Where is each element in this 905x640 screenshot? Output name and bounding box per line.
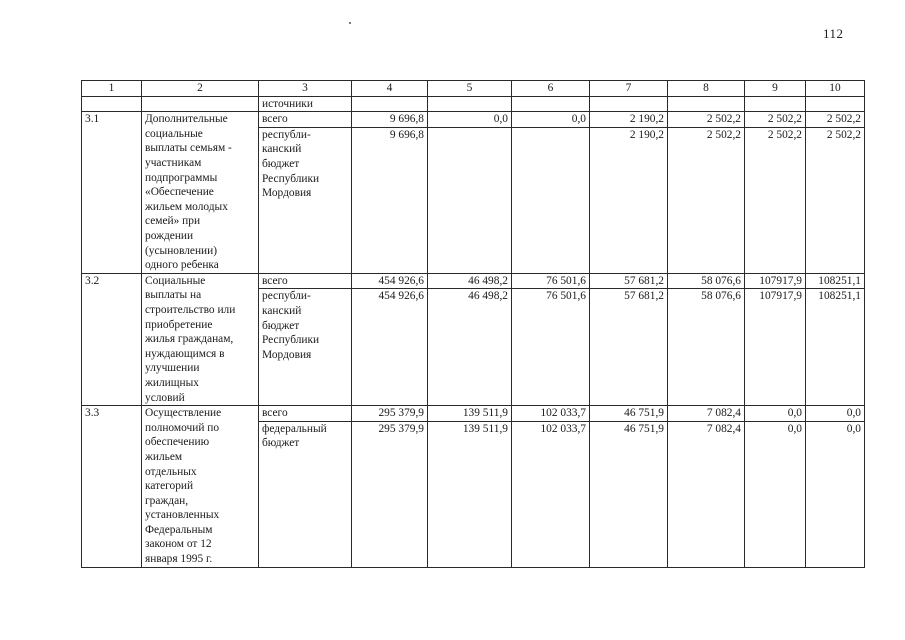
column-number: 4 — [352, 81, 428, 97]
value-cell: 7 082,4 — [668, 421, 745, 567]
row-name-line: установленных — [145, 509, 220, 522]
row-name-line: (усыновлении) — [145, 244, 218, 257]
row-name-line: граждан, — [145, 494, 189, 507]
row-name-line: рождении — [145, 229, 194, 242]
empty-cell — [428, 96, 512, 112]
source-label-line: всего — [262, 407, 288, 420]
row-name-line: полномочий по — [145, 421, 220, 434]
row-name-line: «Обеспечение — [145, 186, 214, 199]
column-number: 8 — [668, 81, 745, 97]
value-cell: 2 502,2 — [668, 127, 745, 273]
empty-cell — [668, 96, 745, 112]
empty-cell — [82, 96, 142, 112]
row-name-line: семей» при — [145, 215, 201, 228]
continuation-row — [82, 96, 865, 112]
value-cell: 2 502,2 — [745, 112, 806, 128]
empty-cell — [142, 96, 259, 112]
row-name — [142, 112, 259, 274]
value-cell: 57 681,2 — [590, 273, 668, 289]
value-cell: 9 696,8 — [352, 127, 428, 273]
row-name-line: улучшении — [145, 362, 200, 375]
row-name-line: января 1995 г. — [145, 553, 213, 566]
source-label-line: всего — [262, 274, 288, 287]
row-name-line: отдельных — [145, 465, 197, 478]
row-name-lines — [145, 274, 255, 405]
row-name-line: жилищных — [145, 376, 199, 389]
row-name-line: условий — [145, 391, 185, 404]
column-number: 2 — [142, 81, 259, 97]
column-number: 1 — [82, 81, 142, 97]
continuation-label: источники — [259, 96, 352, 112]
source-label — [259, 289, 352, 406]
row-code: 3.2 — [82, 273, 142, 405]
value-cell: 9 696,8 — [352, 112, 428, 128]
row-name-line: жилья гражданам, — [145, 333, 234, 346]
source-label-line: федеральный — [262, 422, 327, 435]
row-code: 3.3 — [82, 406, 142, 568]
empty-cell — [352, 96, 428, 112]
value-cell: 46 751,9 — [590, 421, 668, 567]
row-name-line: законом от 12 — [145, 538, 212, 551]
row-name-line: выплаты на — [145, 289, 202, 302]
value-cell: 108251,1 — [806, 273, 865, 289]
empty-cell — [428, 127, 512, 273]
row-name-line: социальные — [145, 127, 203, 140]
source-label — [259, 127, 352, 273]
source-label — [259, 421, 352, 567]
source-label-lines — [262, 422, 348, 451]
table-row — [82, 112, 865, 128]
value-cell: 7 082,4 — [668, 406, 745, 422]
empty-cell — [512, 127, 590, 273]
source-label-lines — [262, 289, 348, 362]
row-name-line: жильем молодых — [145, 200, 228, 213]
column-number: 3 — [259, 81, 352, 97]
row-name-line: строительство или — [145, 303, 236, 316]
value-cell: 2 502,2 — [806, 127, 865, 273]
value-cell: 295 379,9 — [352, 421, 428, 567]
column-number: 7 — [590, 81, 668, 97]
value-cell: 46 498,2 — [428, 289, 512, 406]
value-cell: 102 033,7 — [512, 421, 590, 567]
column-number: 10 — [806, 81, 865, 97]
row-name-line: Федеральным — [145, 523, 213, 536]
row-name-line: одного ребенка — [145, 259, 219, 272]
source-label-line: Мордовия — [262, 348, 312, 361]
value-cell: 139 511,9 — [428, 406, 512, 422]
value-cell: 46 751,9 — [590, 406, 668, 422]
value-cell: 2 502,2 — [745, 127, 806, 273]
value-cell: 58 076,6 — [668, 273, 745, 289]
source-label-line: канский — [262, 143, 302, 156]
row-name-line: обеспечению — [145, 436, 210, 449]
column-number: 9 — [745, 81, 806, 97]
value-cell: 2 502,2 — [668, 112, 745, 128]
row-name-line: категорий — [145, 480, 194, 493]
source-label-line: канский — [262, 305, 302, 318]
value-cell: 139 511,9 — [428, 421, 512, 567]
value-cell: 0,0 — [745, 421, 806, 567]
column-number: 5 — [428, 81, 512, 97]
source-label-line: республи- — [262, 290, 311, 303]
value-cell: 0,0 — [745, 406, 806, 422]
row-name-line: нуждающимся в — [145, 347, 225, 360]
source-label-lines — [262, 128, 348, 201]
row-name-line: участникам — [145, 156, 202, 169]
value-cell: 0,0 — [806, 421, 865, 567]
source-label — [259, 273, 352, 289]
empty-cell — [806, 96, 865, 112]
empty-cell — [745, 96, 806, 112]
row-name — [142, 406, 259, 568]
row-name-line: Социальные — [145, 274, 206, 287]
value-cell: 2 190,2 — [590, 127, 668, 273]
value-cell: 57 681,2 — [590, 289, 668, 406]
source-label — [259, 112, 352, 128]
value-cell: 108251,1 — [806, 289, 865, 406]
source-label-line: бюджет — [262, 319, 300, 332]
page-number: 112 — [823, 26, 844, 41]
source-label-line: республи- — [262, 128, 311, 141]
row-code: 3.1 — [82, 112, 142, 274]
value-cell: 107917,9 — [745, 273, 806, 289]
source-label-line: бюджет — [262, 437, 300, 450]
value-cell: 102 033,7 — [512, 406, 590, 422]
budget-table — [81, 80, 865, 568]
value-cell: 454 926,6 — [352, 289, 428, 406]
table-row — [82, 406, 865, 422]
row-name-line: жильем — [145, 450, 183, 463]
row-name-line: выплаты семьям - — [145, 142, 232, 155]
source-label-line: бюджет — [262, 157, 300, 170]
value-cell: 76 501,6 — [512, 273, 590, 289]
empty-cell — [512, 96, 590, 112]
value-cell: 0,0 — [512, 112, 590, 128]
value-cell: 46 498,2 — [428, 273, 512, 289]
row-name-lines — [145, 406, 255, 567]
value-cell: 0,0 — [806, 406, 865, 422]
source-label-lines — [262, 406, 348, 421]
value-cell: 107917,9 — [745, 289, 806, 406]
row-name-line: приобретение — [145, 318, 213, 331]
value-cell: 454 926,6 — [352, 273, 428, 289]
value-cell: 76 501,6 — [512, 289, 590, 406]
row-name-lines — [145, 112, 255, 273]
value-cell: 2 502,2 — [806, 112, 865, 128]
scan-speck — [349, 22, 351, 24]
column-number-row — [82, 81, 865, 97]
row-name-line: Осуществление — [145, 407, 222, 420]
row-name-line: Дополнительные — [145, 113, 228, 126]
value-cell: 58 076,6 — [668, 289, 745, 406]
row-name-line: подпрограммы — [145, 171, 218, 184]
column-number: 6 — [512, 81, 590, 97]
value-cell: 2 190,2 — [590, 112, 668, 128]
source-label-line: Республики — [262, 172, 320, 185]
value-cell: 0,0 — [428, 112, 512, 128]
source-label-line: Мордовия — [262, 187, 312, 200]
row-name — [142, 273, 259, 405]
source-label-lines — [262, 112, 348, 127]
value-cell: 295 379,9 — [352, 406, 428, 422]
source-label-line: всего — [262, 113, 288, 126]
table-row — [82, 273, 865, 289]
table-body — [82, 81, 865, 568]
source-label — [259, 406, 352, 422]
source-label-lines — [262, 274, 348, 289]
empty-cell — [590, 96, 668, 112]
source-label-line: Республики — [262, 334, 320, 347]
